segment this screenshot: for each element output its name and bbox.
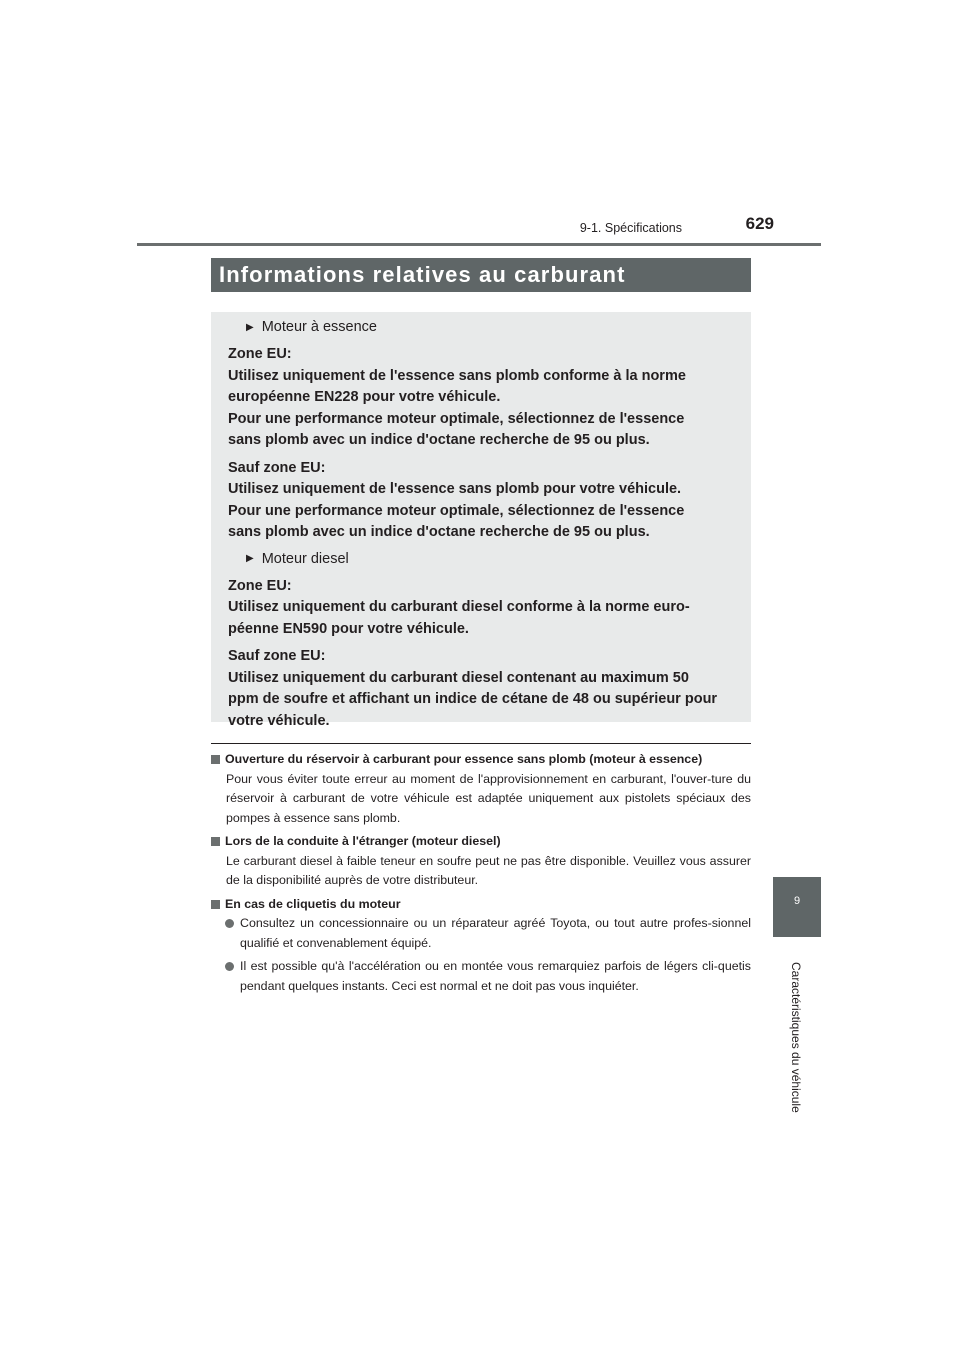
gasoline-noneu-line: sans plomb avec un indice d'octane recherche de 95 ou plus. [228,524,650,540]
page-number: 629 [745,214,774,233]
square-bullet-icon [211,900,220,909]
chapter-tab: 9 [773,877,821,937]
diesel-eu-line: péenne EN590 pour votre véhicule. [228,620,469,637]
note-body: Le carburant diesel à faible teneur en soufre peut ne pas être disponible. Veuillez vous assurer de la disponibilité auprès de votre distributeur. [226,853,751,887]
diesel-noneu-label: Sauf zone EU: [228,648,326,664]
list-item-text: Consultez un concessionnaire ou un réparateur agréé Toyota, ou tout autre profes-sionnel qualifié et convenablement équipé. [240,916,751,950]
chapter-label: Caractéristiques du véhicule [789,962,803,1113]
diesel-eu-block [228,576,741,641]
diesel-noneu-line: ppm de soufre et affichant un indice de cétane de 48 ou supérieur pour [228,691,718,707]
gasoline-eu-line: européenne EN228 pour votre véhicule. [228,389,501,405]
gasoline-eu-line: Pour une performance moteur optimale, sélectionnez de l'essence [228,410,685,427]
note-title-text: Lors de la conduite à l'étranger (moteur diesel) [225,834,501,848]
gasoline-eu-line: sans plomb avec un indice d'octane recherche de 95 ou plus. [228,432,650,448]
page-title: Informations relatives au carburant [211,258,751,292]
diesel-heading [246,548,741,570]
gasoline-noneu-block [228,458,741,544]
round-bullet-icon [225,919,234,928]
list-item [225,914,751,953]
note-title [211,895,751,915]
round-bullet-icon [225,962,234,971]
notes-section [211,750,751,1000]
note-title [211,832,751,852]
list-item-text: Il est possible qu'à l'accélération ou en montée vous remarquiez parfois de légers cli-quetis pendant quelques instants. Ceci est normal et ne doit pas vous inquiéter. [240,959,751,993]
diesel-eu-label: Zone EU: [228,577,292,594]
list-item [225,957,751,996]
gasoline-eu-line: Utilisez uniquement de l'essence sans plomb conforme à la norme [228,367,686,384]
arrow-right-icon: ▶ [246,553,254,564]
gasoline-noneu-line: Utilisez uniquement de l'essence sans plomb pour votre véhicule. [228,481,682,497]
gasoline-heading-label: Moteur à essence [261,319,377,335]
arrow-right-icon: ▶ [246,321,254,333]
notes-separator [211,743,751,744]
square-bullet-icon [211,837,220,846]
gasoline-eu-label: Zone EU: [228,346,292,362]
diesel-noneu-line: votre véhicule. [228,712,330,729]
square-bullet-icon [211,755,220,764]
gasoline-eu-block [228,344,741,452]
diesel-eu-line: Utilisez uniquement du carburant diesel conforme à la norme euro- [228,599,690,615]
diesel-noneu-line: Utilisez uniquement du carburant diesel contenant au maximum 50 [228,669,689,686]
note-body: Pour vous éviter toute erreur au moment de l'approvisionnement en carburant, l'ouver-ture du réservoir à carburant de votre véhicule est adaptée uniquement aux pistolets spéciaux des pompes à essence sans plomb. [226,771,751,825]
gasoline-noneu-line: Pour une performance moteur optimale, sélectionnez de l'essence [228,502,685,519]
diesel-noneu-block [228,646,741,732]
note-title-text: En cas de cliquetis du moteur [225,896,401,911]
gasoline-heading [246,316,741,338]
note-title-text: Ouverture du réservoir à carburant pour essence sans plomb (moteur à essence) [225,752,703,766]
diesel-heading-label: Moteur diesel [261,550,349,567]
header-rule [137,243,821,246]
note-title [211,750,751,770]
section-header: 9-1. Spécifications [579,221,682,235]
fuel-info-box [211,312,751,729]
gasoline-noneu-label: Sauf zone EU: [228,459,326,476]
